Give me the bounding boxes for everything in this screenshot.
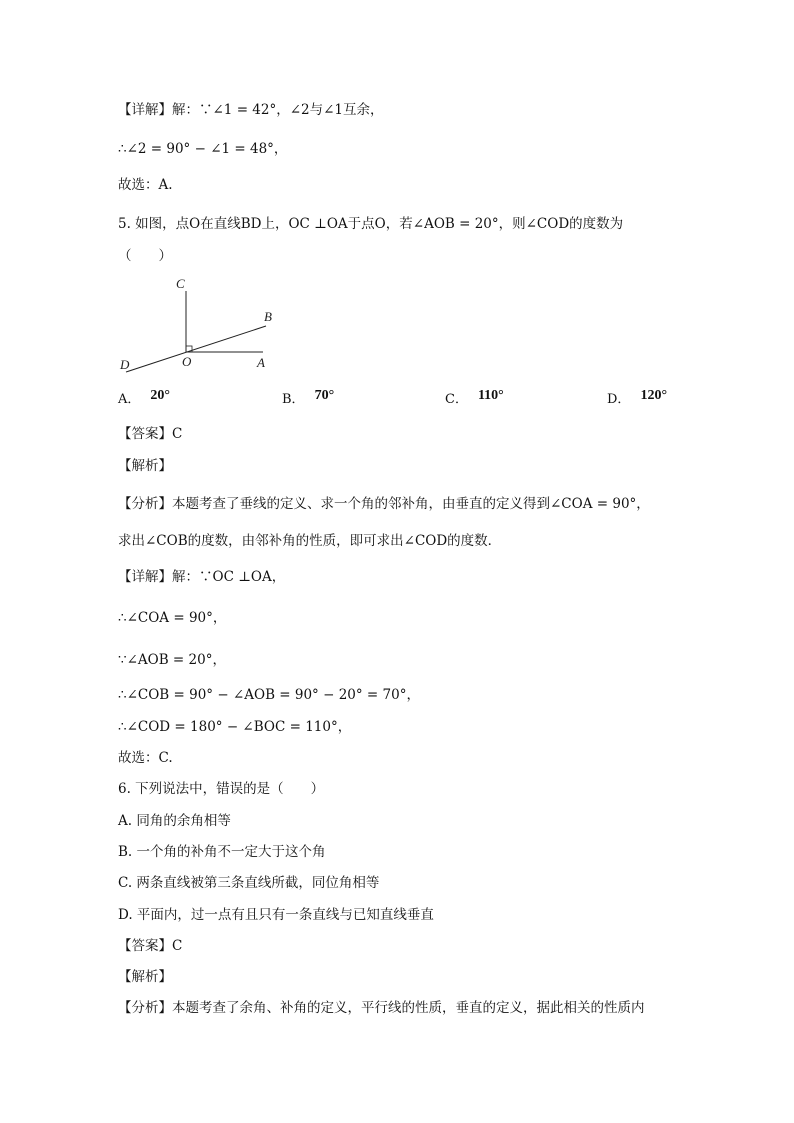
answer-5: 【答案】C [118,426,183,442]
option-a-letter: A． [118,392,141,407]
line-db [126,326,266,372]
detail-5-line-2: ∴∠COA = 90°， [118,610,227,626]
question-6-stem: 6. 下列说法中，错误的是（ ） [118,781,325,797]
option-b-letter: B． [282,392,305,407]
option-d-value: 120° [640,388,668,403]
option-c [445,390,504,410]
choice-5: 故选：C. [118,750,173,766]
analysis-heading-6: 【解析】 [118,969,172,985]
analysis-6-line-1: 【分析】本题考查了余角、补角的定义，平行线的性质，垂直的定义，据此相关的性质内 [118,1000,645,1016]
answer-6: 【答案】C [118,938,183,954]
option-c-value: 110° [477,388,504,403]
option-a [118,390,170,410]
question-5-stem: 5. 如图，点O在直线BD上，OC ⊥OA于点O，若∠AOB = 20°，则∠COD的度数为 [118,216,624,232]
line-2: ∴∠2 = 90° − ∠1 = 48°， [118,141,288,157]
line-1: 【详解】解：∵∠1 = 42°，∠2与∠1互余， [118,102,384,118]
line-3: 故选：A. [118,177,173,193]
detail-5-line-5: ∴∠COD = 180° − ∠BOC = 110°， [118,719,352,735]
question-5-paren: （ ） [118,248,172,264]
option-d-letter: D． [607,392,631,407]
label-a: A [257,355,265,370]
analysis-5-line-2: 求出∠COB的度数，由邻补角的性质，即可求出∠COD的度数． [118,533,502,549]
detail-5-line-3: ∵∠AOB = 20°， [118,652,226,668]
option-d [607,390,667,410]
question-6-option-c: C. 两条直线被第三条直线所截，同位角相等 [118,875,380,891]
label-c: C [176,276,185,291]
question-6-option-a: A. 同角的余角相等 [118,813,231,829]
label-o: O [182,354,192,369]
label-b: B [264,309,272,324]
question-6-option-b: B. 一个角的补角不一定大于这个角 [118,844,326,860]
option-c-letter: C． [445,392,468,407]
analysis-5-line-1: 【分析】本题考查了垂线的定义、求一个角的邻补角，由垂直的定义得到∠COA = 90°， [118,496,650,512]
option-a-value: 20° [150,388,170,403]
label-d: D [120,357,130,372]
detail-5-line-1: 【详解】解：∵OC ⊥OA， [118,569,286,585]
question-6-option-d: D. 平面内，过一点有且只有一条直线与已知直线垂直 [118,907,434,923]
detail-5-line-4: ∴∠COB = 90° − ∠AOB = 90° − 20° = 70°， [118,687,420,703]
option-b [282,390,334,410]
option-b-value: 70° [314,388,335,403]
analysis-heading-5: 【解析】 [118,458,172,474]
